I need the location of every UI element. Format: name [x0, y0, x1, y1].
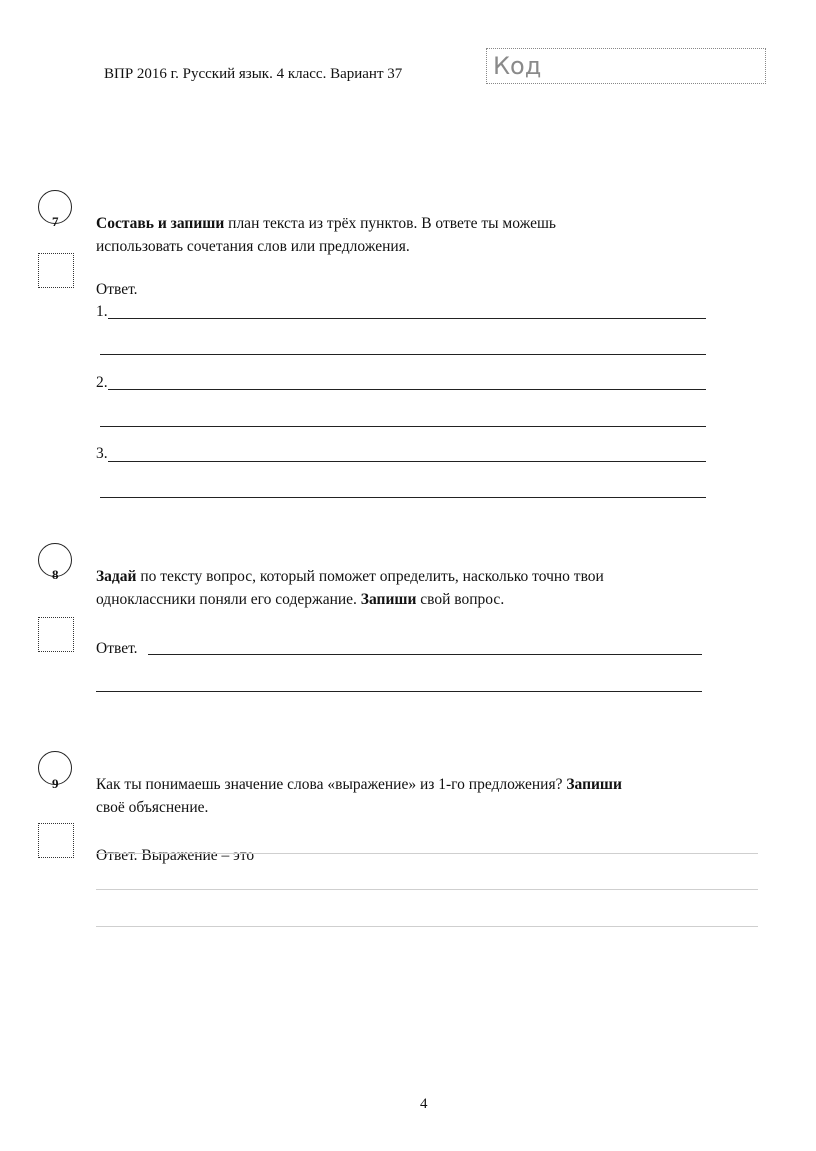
task-7-instruction-line2: использовать сочетания слов или предложения.: [96, 238, 410, 255]
task-7-instruction: [96, 213, 556, 235]
task-9-instruction: [96, 774, 622, 796]
task-8-text-1: по тексту вопрос, который поможет определить, насколько точно твои: [136, 568, 604, 585]
task-9-answer-line-1[interactable]: [96, 853, 758, 854]
task-9-number: 9: [52, 776, 59, 791]
code-field[interactable]: [486, 48, 766, 84]
task-7-item-2-label: 2.: [96, 374, 108, 391]
task-7-item-1-label: 1.: [96, 303, 108, 320]
page-number: 4: [420, 1096, 428, 1112]
task-9-answer-line-3[interactable]: [96, 926, 758, 927]
task-7-text: план текста из трёх пунктов. В ответе ты можешь: [224, 215, 556, 232]
task-8-bold-1: Задай: [96, 568, 137, 585]
task-8-text-2: одноклассники поняли его содержание.: [96, 591, 361, 608]
task-8-instruction-line2: [96, 589, 504, 611]
task-7-item-2-line-2[interactable]: [100, 426, 706, 427]
task-9-instruction-line2: своё объяснение.: [96, 799, 209, 816]
task-7-answer-label: Ответ.: [96, 281, 138, 298]
task-8-answer-line-1[interactable]: [148, 654, 702, 655]
task-9-text-1: Как ты понимаешь значение слова «выражение» из 1-го предложения?: [96, 776, 567, 793]
task-8-instruction: [96, 566, 604, 588]
task-7-bold: Составь и запиши: [96, 215, 225, 232]
task-8-number: 8: [52, 567, 59, 582]
task-7-item-1-line-2[interactable]: [100, 354, 706, 355]
task-7-item-3-label: 3.: [96, 445, 108, 462]
task-9-answer-label: Ответ. Выражение – это: [96, 847, 255, 864]
task-8-answer-label: Ответ.: [96, 640, 138, 657]
task-7-item-1-line[interactable]: [108, 318, 706, 319]
task-8-text-3: свой вопрос.: [416, 591, 505, 608]
task-7-score-box[interactable]: [38, 253, 74, 288]
task-9-answer-line-2[interactable]: [96, 889, 758, 890]
task-7-item-3-line-2[interactable]: [100, 497, 706, 498]
task-8-answer-line-2[interactable]: [96, 691, 702, 692]
task-8-score-box[interactable]: [38, 617, 74, 652]
task-7-item-2-line[interactable]: [108, 389, 706, 390]
task-8-bold-2: Запиши: [360, 591, 417, 608]
code-label: Код: [493, 52, 542, 80]
header-title: ВПР 2016 г. Русский язык. 4 класс. Вариант 37: [104, 66, 403, 82]
task-9-bold-1: Запиши: [566, 776, 622, 793]
task-9-score-box[interactable]: [38, 823, 74, 858]
task-7-number: 7: [52, 214, 59, 229]
task-7-item-3-line[interactable]: [108, 461, 706, 462]
